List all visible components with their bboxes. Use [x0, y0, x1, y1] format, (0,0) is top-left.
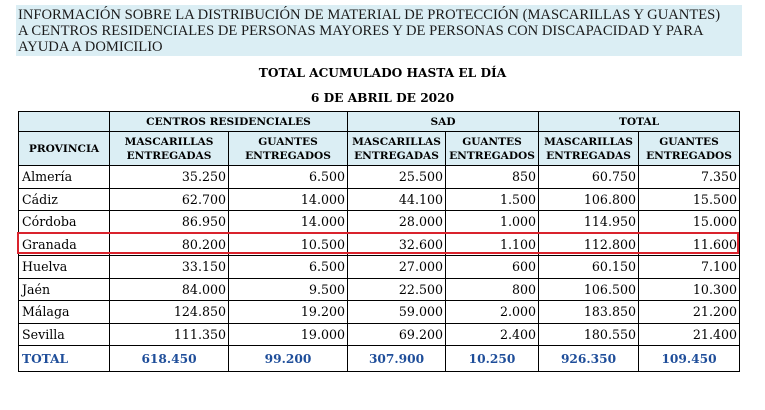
cell-tot-guantes: 11.600 — [639, 233, 740, 256]
cell-cr-guantes: 19.200 — [229, 301, 348, 324]
cell-provincia: Almería — [19, 166, 110, 189]
cell-cr-guantes: 9.500 — [229, 278, 348, 301]
total-sad-mascarillas: 307.900 — [348, 346, 446, 372]
cell-cr-mascarillas: 86.950 — [110, 211, 229, 234]
table-row — [19, 211, 740, 234]
subtitle-date: 6 DE ABRIL DE 2020 — [310, 91, 455, 105]
cell-cr-guantes: 19.000 — [229, 323, 348, 346]
cell-sad-mascarillas: 22.500 — [348, 278, 446, 301]
table-row — [19, 256, 740, 279]
table-row — [19, 188, 740, 211]
cell-cr-guantes: 6.500 — [229, 166, 348, 189]
total-tot-guantes: 109.450 — [639, 346, 740, 372]
cell-cr-mascarillas: 33.150 — [110, 256, 229, 279]
cell-provincia: Sevilla — [19, 323, 110, 346]
cell-tot-guantes: 15.000 — [639, 211, 740, 234]
cell-tot-guantes: 7.350 — [639, 166, 740, 189]
group-header-empty — [19, 112, 110, 132]
cell-cr-guantes: 14.000 — [229, 188, 348, 211]
cell-sad-guantes: 1.000 — [446, 211, 539, 234]
cell-cr-guantes: 14.000 — [229, 211, 348, 234]
cell-provincia: Jaén — [19, 278, 110, 301]
cell-tot-guantes: 10.300 — [639, 278, 740, 301]
cell-sad-guantes: 1.100 — [446, 233, 539, 256]
total-tot-mascarillas: 926.350 — [539, 346, 639, 372]
cell-sad-mascarillas: 44.100 — [348, 188, 446, 211]
cell-tot-mascarillas: 60.150 — [539, 256, 639, 279]
subtitle-cumulative: TOTAL ACUMULADO HASTA EL DÍA — [258, 66, 507, 80]
cell-provincia: Málaga — [19, 301, 110, 324]
cell-tot-guantes: 7.100 — [639, 256, 740, 279]
cell-provincia: Cádiz — [19, 188, 110, 211]
cell-tot-guantes: 21.200 — [639, 301, 740, 324]
cell-provincia: Huelva — [19, 256, 110, 279]
total-cr-mascarillas: 618.450 — [110, 346, 229, 372]
cell-tot-guantes: 21.400 — [639, 323, 740, 346]
cell-sad-mascarillas: 28.000 — [348, 211, 446, 234]
column-header-provincia: PROVINCIA — [19, 132, 110, 166]
cell-sad-guantes: 600 — [446, 256, 539, 279]
cell-cr-guantes: 6.500 — [229, 256, 348, 279]
column-header-sad-mascarillas: MASCARILLAS ENTREGADAS — [348, 132, 446, 166]
cell-cr-mascarillas: 111.350 — [110, 323, 229, 346]
cell-sad-guantes: 2.400 — [446, 323, 539, 346]
cell-cr-mascarillas: 62.700 — [110, 188, 229, 211]
cell-provincia: Granada — [19, 233, 110, 256]
cell-tot-mascarillas: 180.550 — [539, 323, 639, 346]
total-label: TOTAL — [19, 346, 110, 372]
cell-tot-mascarillas: 114.950 — [539, 211, 639, 234]
total-row — [19, 346, 740, 372]
group-header-centros: CENTROS RESIDENCIALES — [110, 112, 348, 132]
column-header-cr-mascarillas: MASCARILLAS ENTREGADAS — [110, 132, 229, 166]
cell-cr-mascarillas: 80.200 — [110, 233, 229, 256]
header-line-1: INFORMACIÓN SOBRE LA DISTRIBUCIÓN DE MATERIAL DE PROTECCIÓN (MASCARILLAS Y GUANTES) — [18, 7, 721, 23]
cell-provincia: Córdoba — [19, 211, 110, 234]
column-header-row — [19, 132, 740, 166]
distribution-table — [18, 111, 740, 372]
cell-tot-mascarillas: 106.500 — [539, 278, 639, 301]
cell-tot-mascarillas: 183.850 — [539, 301, 639, 324]
cell-sad-guantes: 1.500 — [446, 188, 539, 211]
column-header-sad-guantes: GUANTES ENTREGADOS — [446, 132, 539, 166]
group-header-total: TOTAL — [539, 112, 740, 132]
cell-sad-guantes: 2.000 — [446, 301, 539, 324]
group-header-sad: SAD — [348, 112, 539, 132]
column-header-tot-guantes: GUANTES ENTREGADOS — [639, 132, 740, 166]
cell-cr-guantes: 10.500 — [229, 233, 348, 256]
table-row-highlighted — [19, 233, 740, 256]
table-row — [19, 166, 740, 189]
column-header-tot-mascarillas: MASCARILLAS ENTREGADAS — [539, 132, 639, 166]
cell-sad-mascarillas: 32.600 — [348, 233, 446, 256]
cell-sad-mascarillas: 59.000 — [348, 301, 446, 324]
cell-sad-mascarillas: 25.500 — [348, 166, 446, 189]
table-row — [19, 323, 740, 346]
cell-cr-mascarillas: 124.850 — [110, 301, 229, 324]
column-header-cr-guantes: GUANTES ENTREGADOS — [229, 132, 348, 166]
total-sad-guantes: 10.250 — [446, 346, 539, 372]
total-cr-guantes: 99.200 — [229, 346, 348, 372]
cell-sad-mascarillas: 69.200 — [348, 323, 446, 346]
cell-tot-guantes: 15.500 — [639, 188, 740, 211]
cell-tot-mascarillas: 112.800 — [539, 233, 639, 256]
cell-cr-mascarillas: 84.000 — [110, 278, 229, 301]
cell-tot-mascarillas: 106.800 — [539, 188, 639, 211]
table-row — [19, 301, 740, 324]
cell-tot-mascarillas: 60.750 — [539, 166, 639, 189]
document-header — [16, 5, 742, 56]
table-row — [19, 278, 740, 301]
cell-cr-mascarillas: 35.250 — [110, 166, 229, 189]
cell-sad-guantes: 800 — [446, 278, 539, 301]
header-line-3: AYUDA A DOMICILIO — [18, 39, 163, 55]
group-header-row — [19, 112, 740, 132]
header-line-2: A CENTROS RESIDENCIALES DE PERSONAS MAYORES Y DE PERSONAS CON DISCAPACIDAD Y PARA — [18, 23, 704, 39]
cell-sad-guantes: 850 — [446, 166, 539, 189]
cell-sad-mascarillas: 27.000 — [348, 256, 446, 279]
